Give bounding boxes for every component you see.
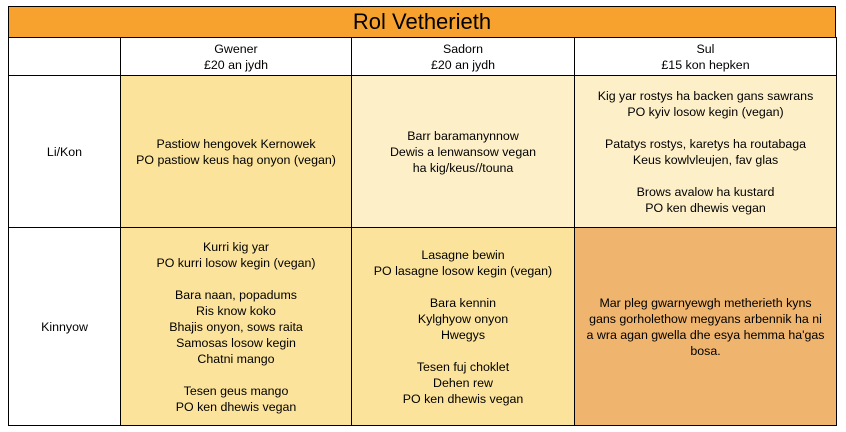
column-header-friday: [121, 38, 352, 76]
menu-line: ha kig/keus//touna: [412, 160, 514, 175]
menu-line: Lasagne bewin: [421, 247, 505, 262]
menu-line: Barr baramanynnow: [407, 128, 519, 143]
row-label: Li/Kon: [9, 76, 121, 228]
column-day: Sadorn: [443, 41, 483, 56]
menu-line: Bara kennin: [429, 295, 497, 310]
line-gap: [125, 367, 347, 383]
menu-line: PO kyiv losow kegin (vegan): [627, 104, 784, 119]
line-gap: [125, 271, 347, 287]
menu-line: Dewis a lenwansow vegan: [389, 144, 536, 159]
page-title: Rol Vetherieth: [8, 6, 836, 38]
dietary-note: Mar pleg gwarnyewgh metherieth kyns gans gorholethow megyans arbennik ha ni a wra agan gwella dhe esya hemma ha'gas bosa.: [575, 228, 837, 426]
menu-line: PO pastiow keus hag onyon (vegan): [136, 152, 336, 167]
menu-line: Keus kowlvleujen, fav glas: [632, 152, 779, 167]
column-price: £20 an jydh: [430, 57, 496, 72]
menu-line: Kig yar rostys ha backen gans sawrans: [597, 88, 814, 103]
menu-line: Bhajis onyon, sows raita: [169, 319, 303, 334]
column-header-sunday: [575, 38, 837, 76]
menu-line: Kurri kig yar: [202, 239, 270, 254]
line-gap: [579, 120, 832, 136]
menu-cell: [121, 228, 352, 426]
menu-line: PO kurri losow kegin (vegan): [156, 255, 316, 270]
column-header-saturday: [352, 38, 575, 76]
menu-line: Bara naan, popadums: [175, 287, 297, 302]
menu-line: Pastiow hengovek Kernowek: [156, 136, 316, 151]
menu-line: Chatni mango: [197, 351, 275, 366]
corner-cell: [9, 38, 121, 76]
column-day: Sul: [696, 41, 715, 56]
menu-line: Tesen fuj choklet: [416, 359, 510, 374]
menu-line: Patatys rostys, karetys ha routabaga: [604, 136, 807, 151]
column-price: £15 kon hepken: [661, 57, 750, 72]
table-row-lunch: [9, 76, 837, 228]
menu-cell: [121, 76, 352, 228]
menu-line: Hwegys: [440, 327, 486, 342]
line-gap: [356, 343, 570, 359]
menu-line: PO ken dhewis vegan: [645, 200, 766, 215]
column-day: Gwener: [214, 41, 258, 56]
menu-line: Tesen geus mango: [183, 383, 289, 398]
line-gap: [356, 279, 570, 295]
menu-line: PO lasagne losow kegin (vegan): [373, 263, 553, 278]
menu-line: Dehen rew: [433, 375, 493, 390]
menu-table: [8, 37, 837, 426]
header-row: [9, 38, 837, 76]
table-row-dinner: [9, 228, 837, 426]
menu-line: PO ken dhewis vegan: [402, 391, 524, 406]
column-price: £20 an jydh: [203, 57, 269, 72]
menu-line: Ris know koko: [196, 303, 276, 318]
menu-line: Kylghyow onyon: [417, 311, 509, 326]
menu-cell: [575, 76, 837, 228]
menu-line: Brows avalow ha kustard: [636, 184, 775, 199]
line-gap: [579, 168, 832, 184]
menu-line: Samosas losow kegin: [176, 335, 296, 350]
row-label: Kinnyow: [9, 228, 121, 426]
menu-line: PO ken dhewis vegan: [175, 399, 297, 414]
menu-cell: [352, 76, 575, 228]
menu-cell: [352, 228, 575, 426]
